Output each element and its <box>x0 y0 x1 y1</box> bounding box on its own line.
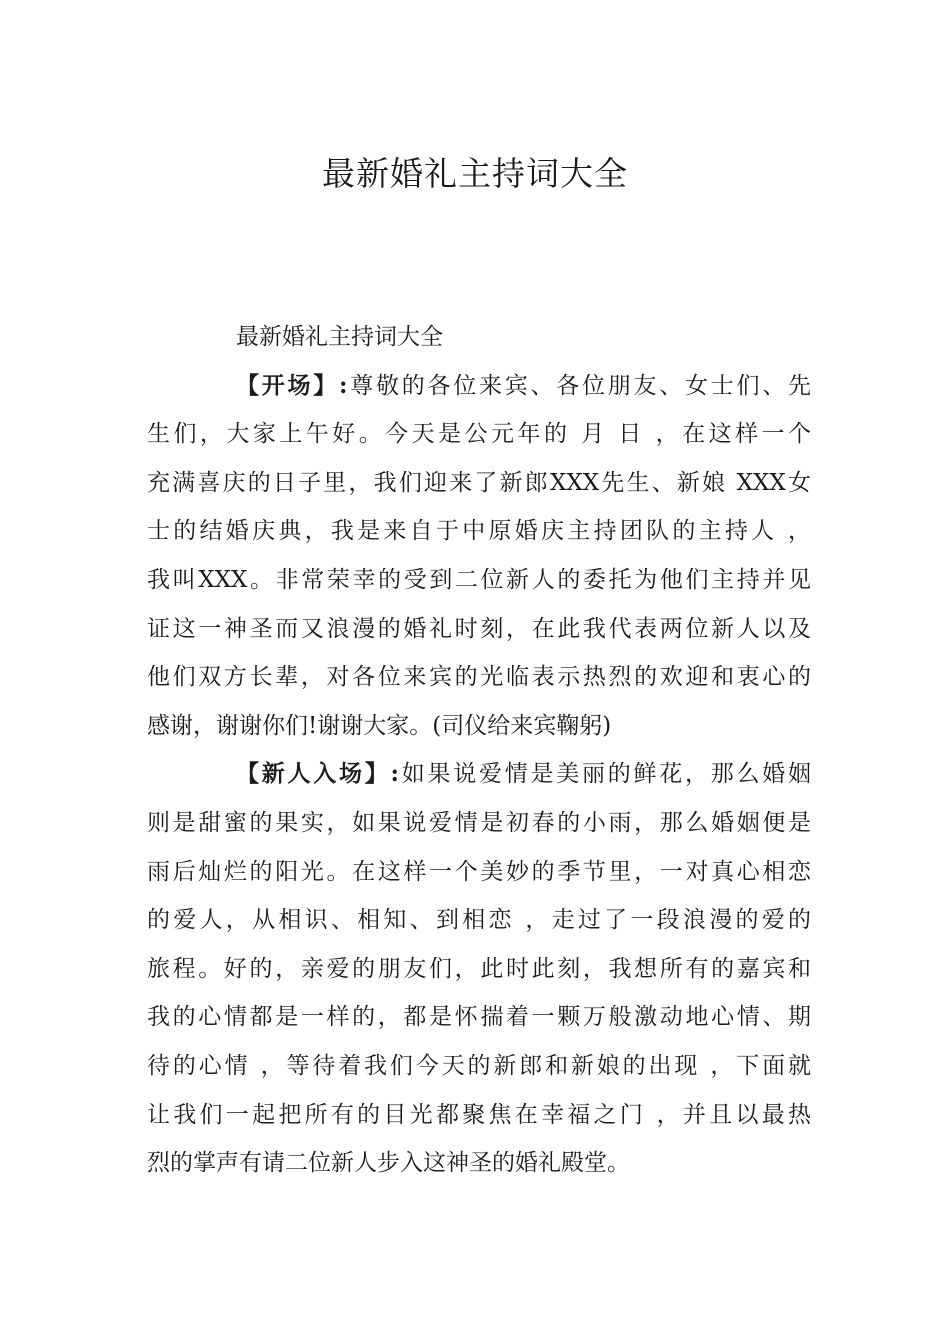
paragraph-line <box>147 362 811 411</box>
paragraph-line: 待的心情 ，等待着我们今天的新郎和新娘的出现 ，下面就 <box>147 1052 811 1079</box>
paragraph-line <box>147 750 811 799</box>
paragraph-line: 旅程。好的，亲爱的朋友们，此时此刻，我想所有的嘉宾和 <box>147 955 811 982</box>
paragraph-line: 充满喜庆的日子里，我们迎来了新郎XXX先生、新娘 XXX女 <box>147 469 811 496</box>
paragraph-line: 感谢，谢谢你们!谢谢大家。(司仪给来宾鞠躬) <box>147 712 612 739</box>
paragraph-line: 生们，大家上午好。今天是公元年的 月 日 ，在这样一个 <box>147 421 811 448</box>
paragraph-line: 的爱人，从相识、相知、到相恋 ，走过了一段浪漫的爱的 <box>147 907 811 934</box>
paragraph-line: 让我们一起把所有的目光都聚焦在幸福之门 ，并且以最热 <box>147 1101 811 1128</box>
paragraph-line: 雨后灿烂的阳光。在这样一个美妙的季节里，一对真心相恋 <box>147 858 811 885</box>
paragraph-line: 我的心情都是一样的，都是怀揣着一颗万般激动地心情、期 <box>147 1004 811 1031</box>
section-heading-entrance: 【新人入场】: <box>236 760 399 788</box>
document-title: 最新婚礼主持词大全 <box>322 154 628 193</box>
paragraph-line: 他们双方长辈，对各位来宾的光临表示热烈的欢迎和衷心的 <box>147 664 811 691</box>
section-heading-opening: 【开场】: <box>236 371 348 399</box>
paragraph-line: 士的结婚庆典，我是来自于中原婚庆主持团队的主持人 ， <box>147 518 811 545</box>
paragraph-line: 则是甜蜜的果实，如果说爱情是初春的小雨，那么婚姻便是 <box>147 809 811 836</box>
paragraph-line: 证这一神圣而又浪漫的婚礼时刻，在此我代表两位新人以及 <box>147 615 811 642</box>
subtitle-line: 最新婚礼主持词大全 <box>236 324 443 350</box>
paragraph-text: 如果说爱情是美丽的鲜花，那么婚姻 <box>399 761 811 788</box>
paragraph-text: 尊敬的各位来宾、各位朋友、女士们、先 <box>347 372 811 399</box>
paragraph-line: 我叫XXX。非常荣幸的受到二位新人的委托为他们主持并见 <box>147 566 811 593</box>
paragraph-line: 烈的掌声有请二位新人步入这神圣的婚礼殿堂。 <box>147 1150 630 1177</box>
document-body <box>147 313 811 1188</box>
